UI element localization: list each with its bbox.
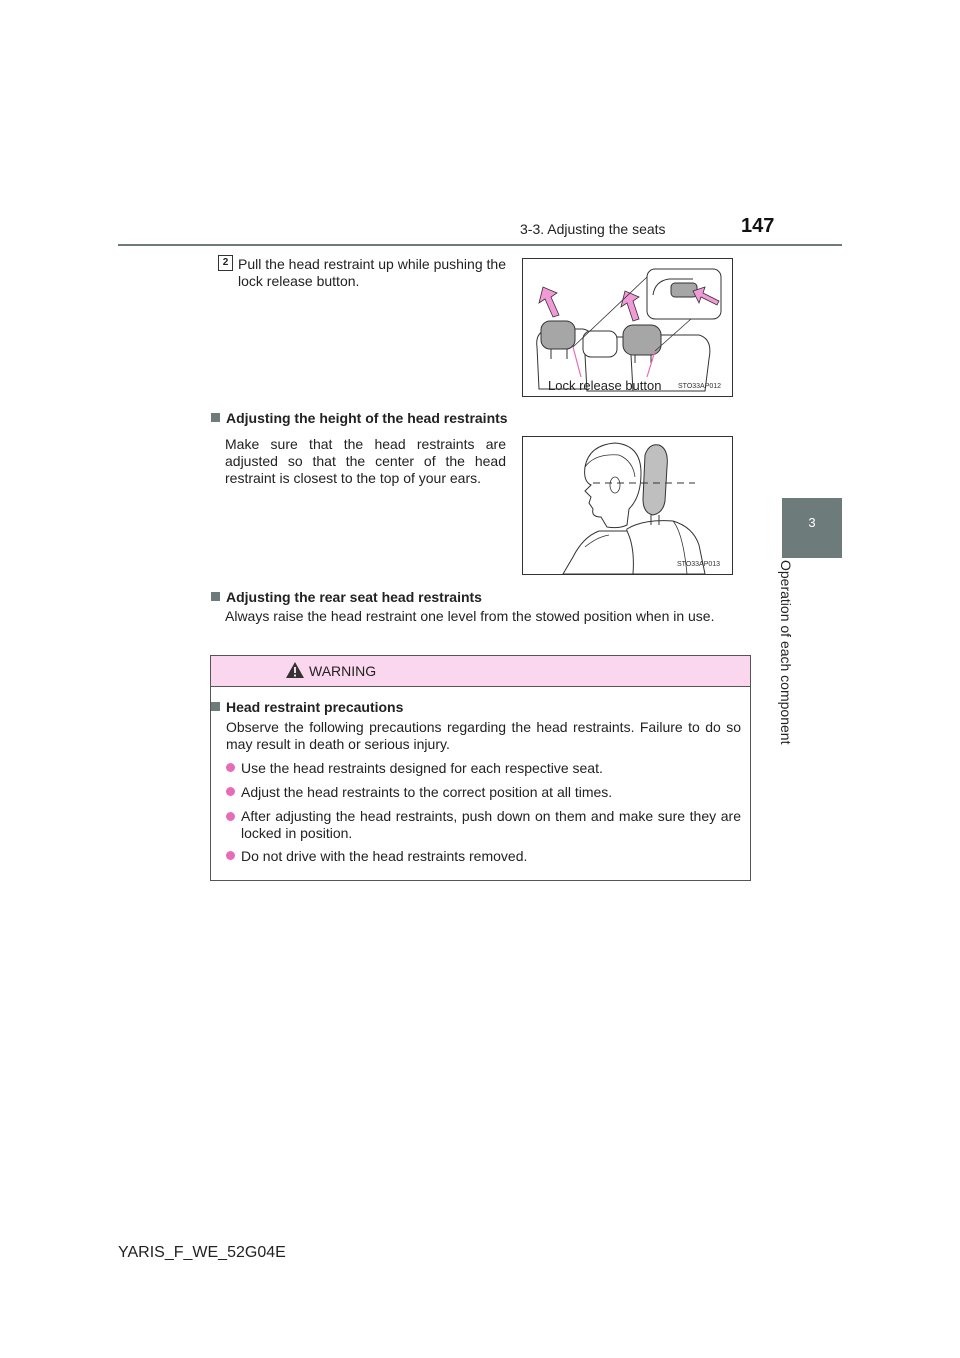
- bullet-icon: [226, 812, 235, 821]
- warning-heading: [211, 699, 403, 715]
- warning-bullet-text: Use the head restraints designed for each respective seat.: [241, 760, 603, 776]
- warning-bullet: [226, 848, 741, 865]
- chapter-tab-number: 3: [808, 515, 816, 530]
- warning-bullet-text: Do not drive with the head restraints removed.: [241, 848, 528, 864]
- head-position-figure: [522, 436, 733, 575]
- lock-release-label: Lock release button: [548, 378, 662, 393]
- chapter-tab-label-text: Operation of each component: [778, 560, 794, 745]
- section-rear-text: Always raise the head restraint one level from the stowed position when in use.: [225, 608, 715, 624]
- section-height-text: Make sure that the head restraints are adjusted so that the center of the head restraint is closest to the top of your ears.: [225, 436, 506, 486]
- page-number: 147: [741, 215, 775, 237]
- step-2-text: Pull the head restraint up while pushing the lock release button.: [238, 256, 506, 289]
- header-section-title: 3-3. Adjusting the seats: [520, 221, 666, 237]
- section-marker-icon: [211, 413, 220, 422]
- section-marker-icon: [211, 592, 220, 601]
- warning-bullet: [226, 760, 741, 777]
- bullet-icon: [226, 851, 235, 860]
- step-number: 2: [218, 255, 233, 271]
- warning-header: [211, 656, 750, 687]
- section-height-title-text: Adjusting the height of the head restraints: [226, 410, 508, 426]
- lock-release-figure: [522, 258, 733, 397]
- figure-code: STO33AP013: [677, 561, 721, 568]
- bullet-icon: [226, 763, 235, 772]
- warning-bullet-text: Adjust the head restraints to the correct position at all times.: [241, 784, 613, 800]
- figure-code: STO33AP012: [678, 383, 722, 390]
- warning-icon: [285, 661, 305, 679]
- warning-intro: Observe the following precautions regarding the head restraints. Failure to do so may result in death or serious injury.: [226, 719, 741, 752]
- section-rear-title-text: Adjusting the rear seat head restraints: [226, 589, 482, 605]
- warning-heading-text: Head restraint precautions: [226, 699, 404, 715]
- bullet-icon: [226, 787, 235, 796]
- warning-bullet: [226, 808, 741, 842]
- section-marker-icon: [211, 702, 220, 711]
- lock-release-illustration: [523, 259, 732, 396]
- header-divider: [118, 244, 842, 246]
- section-height-title: [211, 410, 508, 426]
- footer-document-code: YARIS_F_WE_52G04E: [118, 1244, 286, 1261]
- section-rear-title: [211, 589, 482, 605]
- warning-box: [210, 655, 751, 881]
- warning-bullet: [226, 784, 741, 801]
- warning-bullet-text: After adjusting the head restraints, push down on them and make sure they are locked in position.: [241, 808, 741, 841]
- warning-title: WARNING: [309, 663, 377, 679]
- chapter-tab-label: [778, 560, 816, 760]
- head-position-illustration: [523, 437, 732, 574]
